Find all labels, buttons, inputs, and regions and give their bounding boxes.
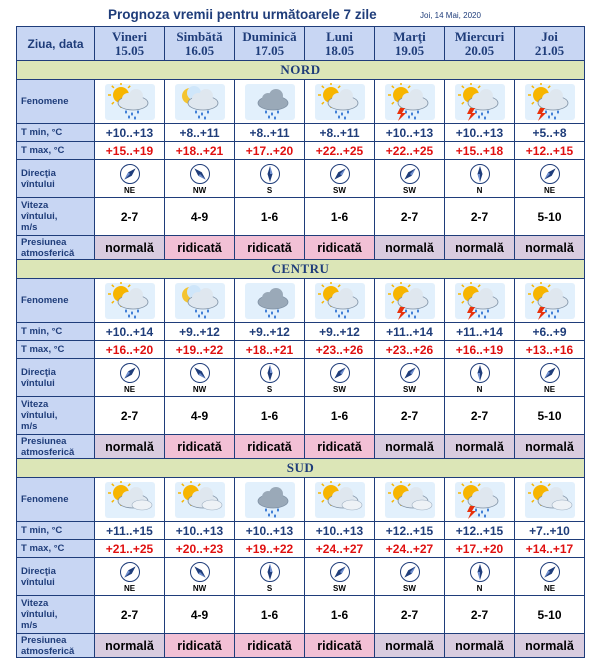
wind-speed-value: 2-7 xyxy=(95,198,165,236)
sun-cloud-rain-icon xyxy=(104,83,156,121)
phenomena-cell xyxy=(515,279,585,323)
wind-speed-label-line: m/s xyxy=(21,421,38,432)
wind-speed-label-line: vîntului, xyxy=(21,609,58,620)
wind-speed-label-line: vîntului, xyxy=(21,211,58,222)
wind-speed-value: 1-6 xyxy=(305,198,375,236)
sun-cloud-rain-thunder-icon xyxy=(384,282,436,320)
tmax-value: +24..+27 xyxy=(305,540,375,558)
tmax-value: +18..+21 xyxy=(165,142,235,160)
wind-direction-label-line: vîntului xyxy=(21,576,55,588)
day-date: 19.05 xyxy=(394,42,425,58)
tmax-value: +19..+22 xyxy=(165,341,235,359)
day-name: Joi xyxy=(541,28,558,44)
tmax-value: +22..+25 xyxy=(305,142,375,160)
cloudy-rain-icon xyxy=(244,83,296,121)
tmax-value: +24..+27 xyxy=(375,540,445,558)
wind-direction-cell xyxy=(305,359,375,397)
wind-speed-value: 2-7 xyxy=(375,596,445,634)
region-row xyxy=(17,260,585,279)
day-date: 20.05 xyxy=(464,42,495,58)
tmin-row xyxy=(17,323,585,341)
pressure-label-line: atmosferică xyxy=(21,247,75,259)
wind-direction-value: SW xyxy=(403,185,416,195)
wind-direction-value: NE xyxy=(123,185,136,195)
tmin-value: +5..+8 xyxy=(515,124,585,142)
pressure-label-line: Presiunea xyxy=(21,236,67,248)
tmax-label: T max, °C xyxy=(17,142,95,160)
tmax-value: +23..+26 xyxy=(305,341,375,359)
wind-arrow-icon xyxy=(539,163,561,185)
wind-speed-value: 1-6 xyxy=(235,397,305,435)
day-name: Luni xyxy=(326,28,353,44)
moon-cloud-rain-icon xyxy=(174,282,226,320)
wind-speed-value: 2-7 xyxy=(445,596,515,634)
wind-arrow-icon xyxy=(469,362,491,384)
phenomena-cell xyxy=(235,80,305,124)
tmin-value: +12..+15 xyxy=(375,522,445,540)
cloudy-rain-icon xyxy=(244,282,296,320)
wind-speed-value: 4-9 xyxy=(165,198,235,236)
pressure-value: ridicată xyxy=(305,236,375,260)
sun-cloud-rain-thunder-icon xyxy=(454,282,506,320)
wind-direction-value: NE xyxy=(543,384,556,394)
wind-direction-value: SW xyxy=(403,384,416,394)
pressure-label-line: Presiunea xyxy=(21,435,67,447)
cloudy-icon xyxy=(384,481,436,519)
pressure-value: ridicată xyxy=(165,236,235,260)
forecast-table xyxy=(16,26,585,658)
phenomena-cell xyxy=(165,80,235,124)
wind-speed-value: 2-7 xyxy=(375,397,445,435)
day-header xyxy=(375,27,445,61)
tmin-value: +10..+13 xyxy=(235,522,305,540)
wind-direction-row xyxy=(17,558,585,596)
pressure-row xyxy=(17,236,585,260)
day-name: Simbătă xyxy=(176,28,223,44)
day-date: 16.05 xyxy=(184,42,215,58)
wind-direction-cell xyxy=(95,359,165,397)
pressure-value: normală xyxy=(445,634,515,658)
sun-cloud-rain-icon xyxy=(314,282,366,320)
day-date: 21.05 xyxy=(534,42,565,58)
tmax-row xyxy=(17,142,585,160)
wind-direction-value: N xyxy=(476,185,483,195)
phenomena-cell xyxy=(515,478,585,522)
wind-direction-row xyxy=(17,160,585,198)
wind-direction-value: SW xyxy=(403,583,416,593)
wind-speed-label xyxy=(17,596,95,634)
tmin-value: +10..+13 xyxy=(375,124,445,142)
wind-arrow-icon xyxy=(539,362,561,384)
wind-direction-cell xyxy=(375,359,445,397)
phenomena-cell xyxy=(235,478,305,522)
phenomena-cell xyxy=(165,478,235,522)
pressure-value: normală xyxy=(375,435,445,459)
day-date: 15.05 xyxy=(114,42,145,58)
tmax-value: +19..+22 xyxy=(235,540,305,558)
wind-speed-label-line: m/s xyxy=(21,222,38,233)
tmax-value: +16..+19 xyxy=(445,341,515,359)
tmin-value: +12..+15 xyxy=(445,522,515,540)
day-header xyxy=(235,27,305,61)
wind-direction-label-line: vîntului xyxy=(21,178,55,190)
tmax-value: +22..+25 xyxy=(375,142,445,160)
wind-arrow-icon xyxy=(539,561,561,583)
pressure-value: normală xyxy=(515,435,585,459)
tmin-row xyxy=(17,124,585,142)
wind-direction-cell xyxy=(375,558,445,596)
tmin-value: +10..+13 xyxy=(305,522,375,540)
pressure-value: ridicată xyxy=(235,435,305,459)
wind-speed-label-line: vîntului, xyxy=(21,410,58,421)
tmin-row xyxy=(17,522,585,540)
tmin-label: T min, °C xyxy=(17,124,95,142)
wind-arrow-icon xyxy=(469,561,491,583)
pressure-row xyxy=(17,435,585,459)
wind-direction-value: S xyxy=(266,185,273,195)
tmax-value: +18..+21 xyxy=(235,341,305,359)
issue-date: Joi, 14 Mai, 2020 xyxy=(420,11,481,20)
wind-direction-value: N xyxy=(476,384,483,394)
pressure-value: normală xyxy=(445,236,515,260)
wind-speed-label xyxy=(17,397,95,435)
pressure-label-line: atmosferică xyxy=(21,645,75,657)
wind-speed-row xyxy=(17,397,585,435)
wind-arrow-icon xyxy=(189,561,211,583)
wind-speed-value: 1-6 xyxy=(235,198,305,236)
wind-direction-cell xyxy=(515,558,585,596)
pressure-value: normală xyxy=(515,634,585,658)
pressure-label xyxy=(17,236,95,260)
day-header xyxy=(305,27,375,61)
tmax-value: +17..+20 xyxy=(445,540,515,558)
wind-direction-cell xyxy=(235,558,305,596)
pressure-value: ridicată xyxy=(235,634,305,658)
tmax-row xyxy=(17,341,585,359)
pressure-value: ridicată xyxy=(305,435,375,459)
tmin-value: +11..+15 xyxy=(95,522,165,540)
wind-direction-cell xyxy=(95,558,165,596)
phenomena-cell xyxy=(95,478,165,522)
wind-direction-cell xyxy=(445,160,515,198)
wind-direction-label xyxy=(17,160,95,198)
tmax-value: +12..+15 xyxy=(515,142,585,160)
wind-direction-label-line: vîntului xyxy=(21,377,55,389)
wind-speed-value: 2-7 xyxy=(95,596,165,634)
wind-arrow-icon xyxy=(259,561,281,583)
pressure-value: normală xyxy=(375,634,445,658)
wind-direction-cell xyxy=(515,359,585,397)
tmin-value: +9..+12 xyxy=(235,323,305,341)
wind-arrow-icon xyxy=(329,362,351,384)
pressure-value: normală xyxy=(445,435,515,459)
phenomena-cell xyxy=(165,279,235,323)
tmax-label: T max, °C xyxy=(17,540,95,558)
wind-direction-value: N xyxy=(476,583,483,593)
region-title: NORD xyxy=(17,61,585,80)
phenomena-cell xyxy=(375,279,445,323)
tmax-value: +21..+25 xyxy=(95,540,165,558)
wind-speed-value: 1-6 xyxy=(305,596,375,634)
wind-direction-value: SW xyxy=(333,384,346,394)
pressure-value: normală xyxy=(515,236,585,260)
phenomena-cell xyxy=(95,80,165,124)
sun-cloud-rain-thunder-icon xyxy=(454,481,506,519)
wind-arrow-icon xyxy=(399,561,421,583)
phenomena-cell xyxy=(235,279,305,323)
cloudy-rain-icon xyxy=(244,481,296,519)
region-row xyxy=(17,61,585,80)
wind-arrow-icon xyxy=(119,561,141,583)
tmin-value: +9..+12 xyxy=(305,323,375,341)
sun-cloud-rain-thunder-icon xyxy=(524,282,576,320)
phenomena-row xyxy=(17,478,585,522)
wind-speed-value: 2-7 xyxy=(95,397,165,435)
tmax-row xyxy=(17,540,585,558)
wind-speed-value: 1-6 xyxy=(305,397,375,435)
tmax-label: T max, °C xyxy=(17,341,95,359)
phenomena-label: Fenomene xyxy=(17,478,95,522)
sun-cloud-rain-icon xyxy=(314,83,366,121)
header-row xyxy=(17,27,585,61)
wind-arrow-icon xyxy=(119,163,141,185)
tmax-value: +15..+18 xyxy=(445,142,515,160)
phenomena-row xyxy=(17,279,585,323)
wind-direction-row xyxy=(17,359,585,397)
wind-arrow-icon xyxy=(329,163,351,185)
day-date: 18.05 xyxy=(324,42,355,58)
wind-direction-cell xyxy=(445,558,515,596)
wind-direction-cell xyxy=(235,160,305,198)
phenomena-label: Fenomene xyxy=(17,279,95,323)
wind-direction-cell xyxy=(375,160,445,198)
day-name: Marţi xyxy=(393,28,426,44)
pressure-label-line: Presiunea xyxy=(21,634,67,646)
wind-arrow-icon xyxy=(119,362,141,384)
day-date: 17.05 xyxy=(254,42,285,58)
tmax-value: +15..+19 xyxy=(95,142,165,160)
wind-direction-value: SW xyxy=(333,583,346,593)
tmax-value: +14..+17 xyxy=(515,540,585,558)
forecast-title-bar xyxy=(0,6,600,26)
wind-direction-cell xyxy=(165,359,235,397)
wind-direction-value: NW xyxy=(192,384,207,394)
wind-speed-row xyxy=(17,198,585,236)
wind-direction-label-line: Direcţia xyxy=(21,565,56,577)
wind-direction-value: NW xyxy=(192,185,207,195)
cloudy-icon xyxy=(524,481,576,519)
page-title: Prognoza vremii pentru următoarele 7 zile xyxy=(108,7,377,22)
phenomena-cell xyxy=(305,279,375,323)
tmin-value: +11..+14 xyxy=(445,323,515,341)
wind-speed-value: 5-10 xyxy=(515,198,585,236)
wind-arrow-icon xyxy=(329,561,351,583)
phenomena-cell xyxy=(445,279,515,323)
phenomena-cell xyxy=(305,478,375,522)
pressure-value: normală xyxy=(95,236,165,260)
wind-direction-cell xyxy=(515,160,585,198)
day-header xyxy=(445,27,515,61)
wind-arrow-icon xyxy=(399,163,421,185)
header-label: Ziua, data xyxy=(17,27,95,61)
pressure-value: ridicată xyxy=(165,435,235,459)
day-name: Miercuri xyxy=(454,28,505,44)
pressure-row xyxy=(17,634,585,658)
pressure-value: ridicată xyxy=(165,634,235,658)
phenomena-label: Fenomene xyxy=(17,80,95,124)
wind-direction-value: NE xyxy=(543,185,556,195)
phenomena-cell xyxy=(445,80,515,124)
wind-speed-value: 2-7 xyxy=(445,397,515,435)
wind-speed-label-line: m/s xyxy=(21,620,38,631)
wind-arrow-icon xyxy=(259,362,281,384)
phenomena-cell xyxy=(515,80,585,124)
tmin-value: +10..+13 xyxy=(445,124,515,142)
phenomena-cell xyxy=(305,80,375,124)
wind-direction-label xyxy=(17,359,95,397)
tmin-value: +10..+13 xyxy=(95,124,165,142)
pressure-value: normală xyxy=(375,236,445,260)
sun-cloud-rain-thunder-icon xyxy=(454,83,506,121)
wind-direction-value: S xyxy=(266,583,273,593)
sun-cloud-rain-thunder-icon xyxy=(524,83,576,121)
wind-arrow-icon xyxy=(399,362,421,384)
tmin-value: +7..+10 xyxy=(515,522,585,540)
tmax-value: +23..+26 xyxy=(375,341,445,359)
wind-speed-value: 1-6 xyxy=(235,596,305,634)
wind-speed-value: 4-9 xyxy=(165,596,235,634)
wind-arrow-icon xyxy=(189,163,211,185)
day-name: Vineri xyxy=(112,28,147,44)
wind-direction-cell xyxy=(165,160,235,198)
day-name: Duminică xyxy=(242,28,297,44)
pressure-value: normală xyxy=(95,634,165,658)
wind-direction-value: S xyxy=(266,384,273,394)
wind-speed-label-line: Viteza xyxy=(21,399,49,410)
wind-direction-value: NW xyxy=(192,583,207,593)
cloudy-icon xyxy=(314,481,366,519)
tmin-value: +8..+11 xyxy=(165,124,235,142)
tmin-label: T min, °C xyxy=(17,323,95,341)
cloudy-icon xyxy=(174,481,226,519)
day-header xyxy=(165,27,235,61)
wind-speed-row xyxy=(17,596,585,634)
wind-speed-value: 2-7 xyxy=(375,198,445,236)
phenomena-cell xyxy=(95,279,165,323)
tmax-value: +13..+16 xyxy=(515,341,585,359)
wind-speed-value: 5-10 xyxy=(515,397,585,435)
wind-direction-cell xyxy=(235,359,305,397)
tmin-value: +11..+14 xyxy=(375,323,445,341)
phenomena-cell xyxy=(375,80,445,124)
wind-direction-value: NE xyxy=(123,384,136,394)
wind-speed-label xyxy=(17,198,95,236)
tmin-value: +8..+11 xyxy=(235,124,305,142)
pressure-label xyxy=(17,634,95,658)
wind-direction-value: NE xyxy=(543,583,556,593)
wind-speed-value: 2-7 xyxy=(445,198,515,236)
wind-arrow-icon xyxy=(189,362,211,384)
sun-cloud-rain-icon xyxy=(104,282,156,320)
wind-arrow-icon xyxy=(259,163,281,185)
tmin-label: T min, °C xyxy=(17,522,95,540)
wind-direction-cell xyxy=(305,160,375,198)
wind-speed-label-line: Viteza xyxy=(21,598,49,609)
pressure-label xyxy=(17,435,95,459)
pressure-value: ridicată xyxy=(235,236,305,260)
tmax-value: +20..+23 xyxy=(165,540,235,558)
wind-speed-value: 4-9 xyxy=(165,397,235,435)
region-title: SUD xyxy=(17,459,585,478)
tmax-value: +17..+20 xyxy=(235,142,305,160)
pressure-label-line: atmosferică xyxy=(21,446,75,458)
phenomena-cell xyxy=(445,478,515,522)
wind-direction-label-line: Direcţia xyxy=(21,366,56,378)
wind-speed-label-line: Viteza xyxy=(21,200,49,211)
wind-arrow-icon xyxy=(469,163,491,185)
wind-direction-value: SW xyxy=(333,185,346,195)
day-header xyxy=(95,27,165,61)
phenomena-row xyxy=(17,80,585,124)
wind-direction-cell xyxy=(95,160,165,198)
wind-direction-value: NE xyxy=(123,583,136,593)
sun-cloud-rain-thunder-icon xyxy=(384,83,436,121)
tmin-value: +9..+12 xyxy=(165,323,235,341)
wind-direction-label xyxy=(17,558,95,596)
pressure-value: normală xyxy=(95,435,165,459)
region-row xyxy=(17,459,585,478)
wind-direction-cell xyxy=(305,558,375,596)
wind-speed-value: 5-10 xyxy=(515,596,585,634)
tmax-value: +16..+20 xyxy=(95,341,165,359)
phenomena-cell xyxy=(375,478,445,522)
cloudy-icon xyxy=(104,481,156,519)
pressure-value: ridicată xyxy=(305,634,375,658)
region-title: CENTRU xyxy=(17,260,585,279)
moon-cloud-rain-icon xyxy=(174,83,226,121)
wind-direction-cell xyxy=(165,558,235,596)
day-header xyxy=(515,27,585,61)
wind-direction-label-line: Direcţia xyxy=(21,167,56,179)
tmin-value: +10..+13 xyxy=(165,522,235,540)
wind-direction-cell xyxy=(445,359,515,397)
tmin-value: +10..+14 xyxy=(95,323,165,341)
tmin-value: +6..+9 xyxy=(515,323,585,341)
tmin-value: +8..+11 xyxy=(305,124,375,142)
